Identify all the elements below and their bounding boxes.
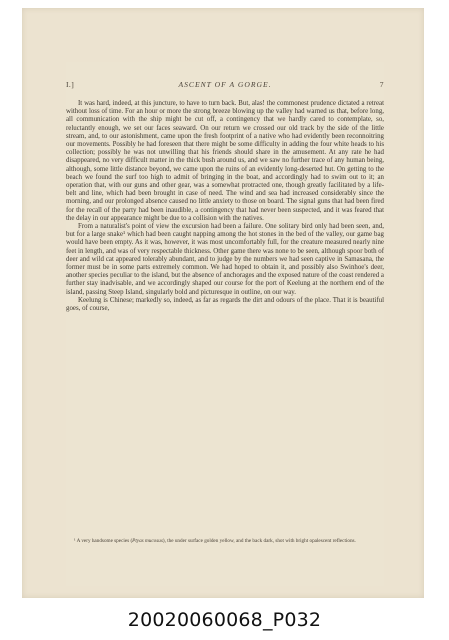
paragraph: From a naturalist's point of view the excursion had been a failure. One solitary bird only had been seen, and, but for a large snake¹ which had been caught napping among the hot stones in the bed of the valley, our game bag would have been empty. As it was, however, it was most uncomfortably full, for the creature measured nearly nine feet in length, and was of very respectable thickness. Other game there was none to be seen, although spoor both of deer and wild cat appeared tolerably abundant, and to judge by the numbers we had seen captive in Samasana, the former must be in some parts extremely common. We had hoped to obtain it, and possibly also Swinhoe's deer, another species peculiar to the island, but the absence of anchorages and the exposed nature of the coast rendered a further stay inadvisable, and we accordingly shaped our course for the port of Keelung at the northern end of the island, passing Steep Island, singularly bold and picturesque in outline, on our way. bbox=[66, 223, 384, 296]
caption-bar bbox=[0, 603, 449, 640]
footnote bbox=[66, 538, 384, 544]
running-title: ASCENT OF A GORGE. bbox=[178, 80, 272, 89]
footnote-tail: ), the under surface golden yellow, and the back dark, shot with bright opalescent reflections. bbox=[162, 538, 356, 544]
page-number: 7 bbox=[379, 80, 384, 89]
paragraph: Keelung is Chinese; markedly so, indeed, as far as regards the dirt and odours of the place. That it is beautiful goes, of course, bbox=[66, 296, 384, 313]
footnote-species: Ptyas mucosus bbox=[132, 538, 163, 544]
chapter-marker: I.] bbox=[66, 80, 75, 89]
book-page bbox=[66, 62, 384, 586]
footnote-lead: ¹ A very handsome species ( bbox=[74, 538, 133, 544]
footnote-text bbox=[66, 538, 384, 544]
body-text bbox=[66, 100, 384, 313]
image-caption: 20020060068_P032 bbox=[127, 609, 322, 631]
paragraph: It was hard, indeed, at this juncture, to have to turn back. But, alas! the commonest prudence dictated a retreat without loss of time. For an hour or more the strong breeze blowing up the valley had warned us that, before long, all communication with the ship might be cut off, a contingency that we hardly cared to contemplate, so, reluctantly enough, we set our faces seaward. On our return we crossed our old track by the side of the little stream, and, to our astonishment, came upon the fresh footprint of a native who had evidently been reconnoitring our movements. Possibly he had foreseen that there might be some difficulty in adding the four white heads to his collection; possibly he was not unwilling that his friends should share in the amusement. At any rate he had disappeared, no very difficult matter in the thick bush around us, and we saw no further trace of any human being, although, some little distance beyond, we came upon the ruins of an evidently long-deserted hut. On getting to the beach we found the surf too high to admit of bringing in the boat, and accordingly had to swim out to it; an operation that, with our guns and other gear, was a somewhat protracted one, though greatly facilitated by a life-belt and line, which had been brought in case of need. The wind and sea had increased considerably since the morning, and our prolonged absence caused no little anxiety to those on board. The signal guns that had been fired for the recall of the party had been inaudible, a contingency that had never been suspected, and it was feared that the delay in our appearance might be due to a collision with the natives. bbox=[66, 100, 384, 222]
scanned-page bbox=[22, 8, 424, 598]
running-header bbox=[66, 80, 384, 92]
